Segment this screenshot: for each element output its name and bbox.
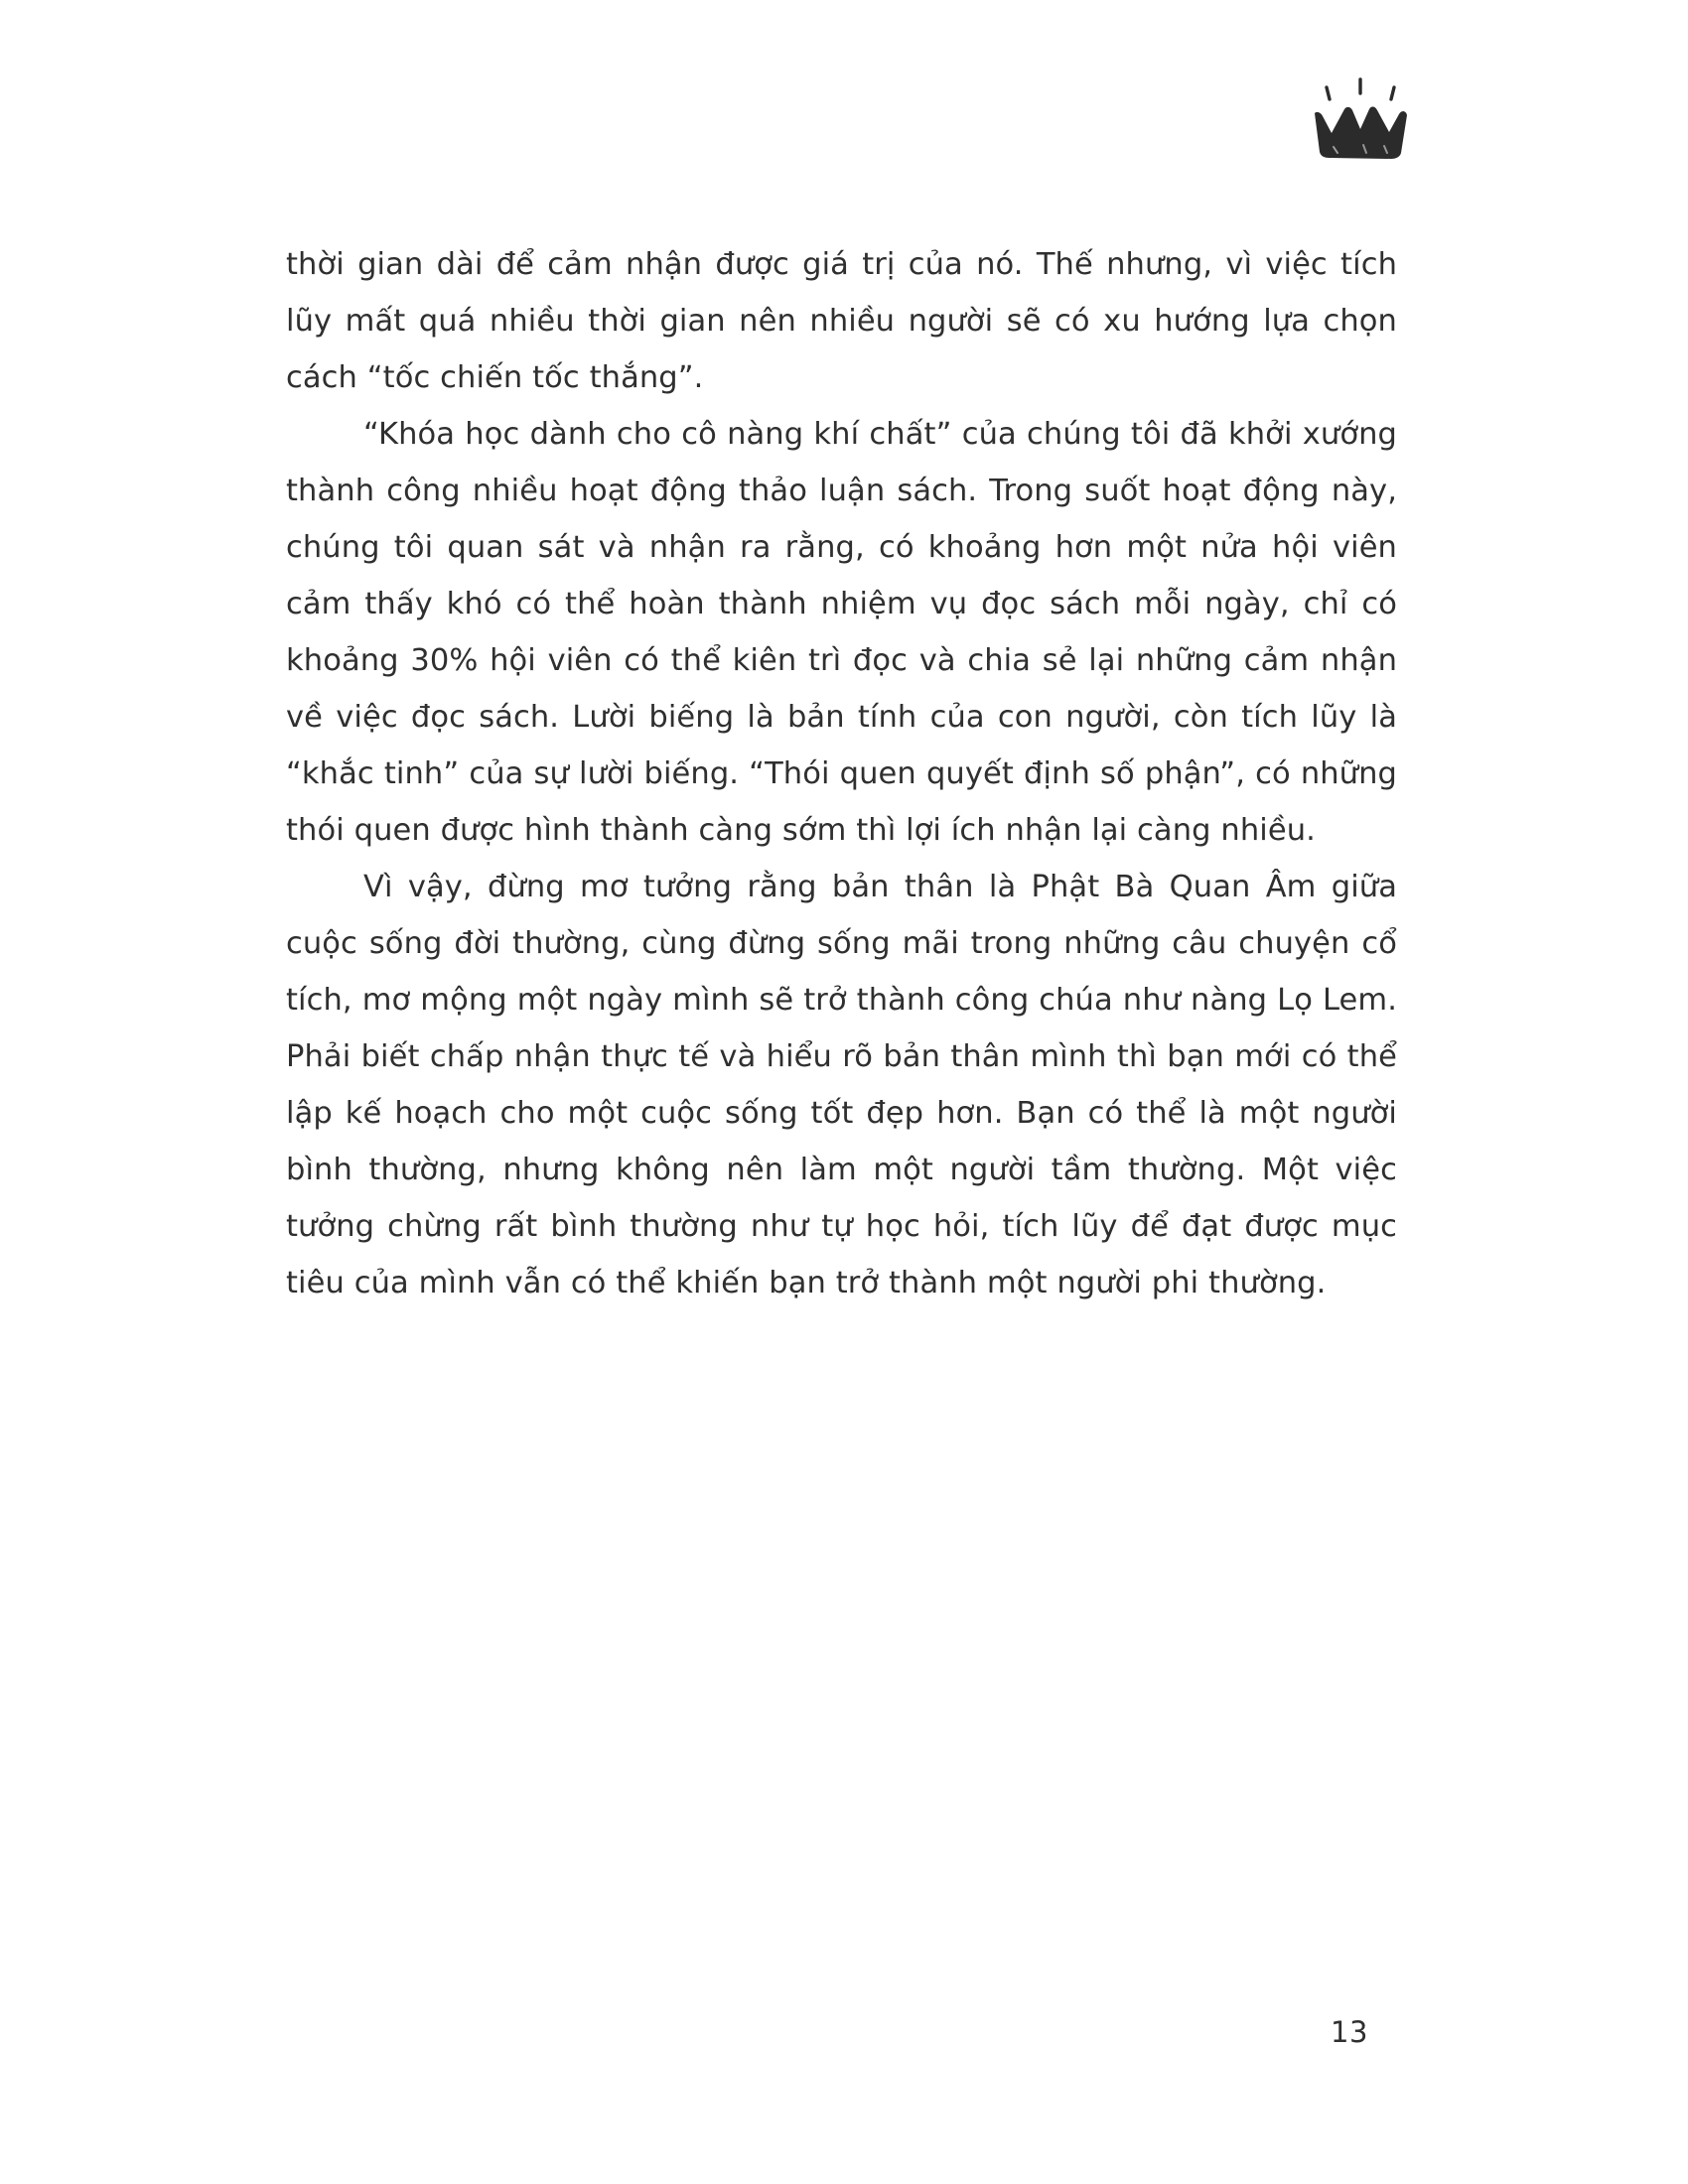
page-number: 13 [1331,2015,1368,2049]
page-body [286,236,1397,1311]
paragraph: “Khóa học dành cho cô nàng khí chất” của chúng tôi đã khởi xướng thành công nhiều hoạt động thảo luận sách. Trong suốt hoạt động này, chúng tôi quan sát và nhận ra rằng, có khoảng hơn một nửa hội viên cảm thấy khó có thể hoàn thành nhiệm vụ đọc sách mỗi ngày, chỉ có khoảng 30% hội viên có thể kiên trì đọc và chia sẻ lại những cảm nhận về việc đọc sách. Lười biếng là bản tính của con người, còn tích lũy là “khắc tinh” của sự lười biếng. “Thói quen quyết định số phận”, có những thói quen được hình thành càng sớm thì lợi ích nhận lại càng nhiều. [286,417,1397,848]
crown-icon [1301,69,1420,169]
paragraph: thời gian dài để cảm nhận được giá trị của nó. Thế nhưng, vì việc tích lũy mất quá nhiều thời gian nên nhiều người sẽ có xu hướng lựa chọn cách “tốc chiến tốc thắng”. [286,247,1397,395]
paragraph: Vì vậy, đừng mơ tưởng rằng bản thân là Phật Bà Quan Âm giữa cuộc sống đời thường, cùng đừng sống mãi trong những câu chuyện cổ tích, mơ mộng một ngày mình sẽ trở thành công chúa như nàng Lọ Lem. Phải biết chấp nhận thực tế và hiểu rõ bản thân mình thì bạn mới có thể lập kế hoạch cho một cuộc sống tốt đẹp hơn. Bạn có thể là một người bình thường, nhưng không nên làm một người tầm thường. Một việc tưởng chừng rất bình thường như tự học hỏi, tích lũy để đạt được mục tiêu của mình vẫn có thể khiến bạn trở thành một người phi thường. [286,870,1397,1300]
